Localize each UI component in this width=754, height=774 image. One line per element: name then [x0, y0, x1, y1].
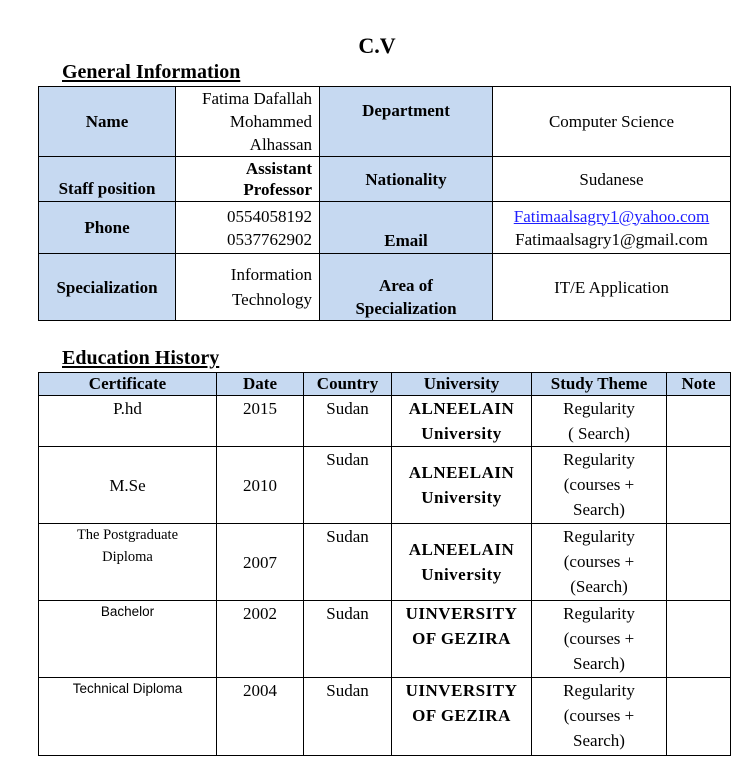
col-university: University	[392, 373, 532, 396]
area-label-line: Area of	[379, 276, 433, 295]
email-link[interactable]: Fatimaalsagry1@yahoo.com	[513, 206, 710, 226]
certificate-line: P.hd	[113, 399, 142, 418]
country-cell: Sudan	[304, 678, 392, 756]
university-line: UINVERSITY	[405, 681, 518, 700]
country-cell: Sudan	[304, 601, 392, 678]
phone-value	[176, 202, 320, 254]
theme-line: Regularity	[563, 604, 635, 623]
university-line: UINVERSITY	[405, 604, 518, 623]
university-line: University	[421, 488, 502, 507]
certificate-line: Technical Diploma	[72, 681, 183, 696]
staff-position-label: Staff position	[39, 157, 176, 202]
general-row-staff	[39, 157, 731, 202]
table-row	[39, 447, 731, 524]
col-date: Date	[217, 373, 304, 396]
theme-line: (courses +	[563, 475, 635, 494]
note-cell	[667, 447, 731, 524]
study-theme-cell	[532, 678, 667, 756]
table-row	[39, 678, 731, 756]
university-line: ALNEELAIN	[408, 399, 515, 418]
table-row	[39, 396, 731, 447]
study-theme-cell	[532, 601, 667, 678]
specialization-value	[176, 254, 320, 321]
university-line: OF GEZIRA	[412, 706, 511, 725]
general-row-name	[39, 87, 731, 157]
country-cell: Sudan	[304, 396, 392, 447]
university-line: ALNEELAIN	[408, 540, 515, 559]
university-cell	[392, 601, 532, 678]
staff-position-value	[176, 157, 320, 202]
nationality-value: Sudanese	[493, 157, 731, 202]
area-label	[320, 254, 493, 321]
study-theme-cell	[532, 396, 667, 447]
area-label-line: Specialization	[355, 299, 457, 318]
note-cell	[667, 601, 731, 678]
theme-line: Regularity	[563, 399, 635, 418]
department-label: Department	[320, 87, 493, 157]
email-value	[493, 202, 731, 254]
date-cell: 2010	[217, 447, 304, 524]
university-line: University	[421, 424, 502, 443]
nationality-label: Nationality	[320, 157, 493, 202]
col-note: Note	[667, 373, 731, 396]
phone-line: 0537762902	[227, 229, 312, 249]
note-cell	[667, 678, 731, 756]
theme-line: Search)	[573, 500, 625, 519]
name-value	[176, 87, 320, 157]
area-value: IT/E Application	[493, 254, 731, 321]
date-cell: 2002	[217, 601, 304, 678]
education-history-table	[38, 372, 731, 756]
university-cell	[392, 447, 532, 524]
theme-line: Search)	[573, 654, 625, 673]
email-line: Fatimaalsagry1@gmail.com	[515, 229, 708, 249]
col-country: Country	[304, 373, 392, 396]
certificate-cell	[39, 524, 217, 601]
education-header-row	[39, 373, 731, 396]
general-information-table	[38, 86, 731, 321]
phone-label: Phone	[39, 202, 176, 254]
general-row-specialization	[39, 254, 731, 321]
specialization-line: Technology	[231, 290, 312, 309]
note-cell	[667, 396, 731, 447]
table-row	[39, 601, 731, 678]
col-study-theme: Study Theme	[532, 373, 667, 396]
name-line: Fatima Dafallah	[202, 89, 312, 108]
theme-line: Regularity	[563, 681, 635, 700]
university-line: University	[421, 565, 502, 584]
theme-line: ( Search)	[568, 424, 630, 443]
university-line: ALNEELAIN	[408, 463, 515, 482]
theme-line: (courses +	[563, 706, 635, 725]
date-cell: 2015	[217, 396, 304, 447]
specialization-label: Specialization	[39, 254, 176, 321]
theme-line: Regularity	[563, 527, 635, 546]
name-line: Alhassan	[249, 135, 312, 154]
theme-line: (Search)	[570, 577, 628, 596]
certificate-line: M.Se	[109, 475, 146, 495]
certificate-cell	[39, 678, 217, 756]
certificate-cell	[39, 447, 217, 524]
education-history-heading: Education History	[62, 347, 220, 369]
theme-line: Regularity	[563, 450, 635, 469]
certificate-line: Diploma	[102, 549, 153, 565]
email-label: Email	[320, 202, 493, 254]
theme-line: Search)	[573, 731, 625, 750]
general-information-heading: General Information	[62, 61, 241, 83]
staff-position-line: Professor	[243, 180, 312, 199]
university-cell	[392, 524, 532, 601]
department-value: Computer Science	[493, 87, 731, 157]
university-cell	[392, 396, 532, 447]
name-line: Mohammed	[229, 112, 312, 131]
study-theme-cell	[532, 524, 667, 601]
specialization-line: Information	[230, 265, 312, 284]
phone-line: 0554058192	[227, 206, 312, 226]
study-theme-cell	[532, 447, 667, 524]
theme-line: (courses +	[563, 552, 635, 571]
country-cell: Sudan	[304, 524, 392, 601]
col-certificate: Certificate	[39, 373, 217, 396]
university-cell	[392, 678, 532, 756]
date-cell: 2004	[217, 678, 304, 756]
name-label: Name	[39, 87, 176, 157]
note-cell	[667, 524, 731, 601]
table-row	[39, 524, 731, 601]
date-cell: 2007	[217, 524, 304, 601]
staff-position-line: Assistant	[245, 159, 312, 178]
certificate-line: Bachelor	[100, 604, 155, 619]
certificate-cell	[39, 601, 217, 678]
cv-title: C.V	[358, 33, 396, 58]
country-cell: Sudan	[304, 447, 392, 524]
university-line: OF GEZIRA	[412, 629, 511, 648]
theme-line: (courses +	[563, 629, 635, 648]
certificate-cell	[39, 396, 217, 447]
general-row-phone	[39, 202, 731, 254]
certificate-line: The Postgraduate	[76, 527, 179, 543]
